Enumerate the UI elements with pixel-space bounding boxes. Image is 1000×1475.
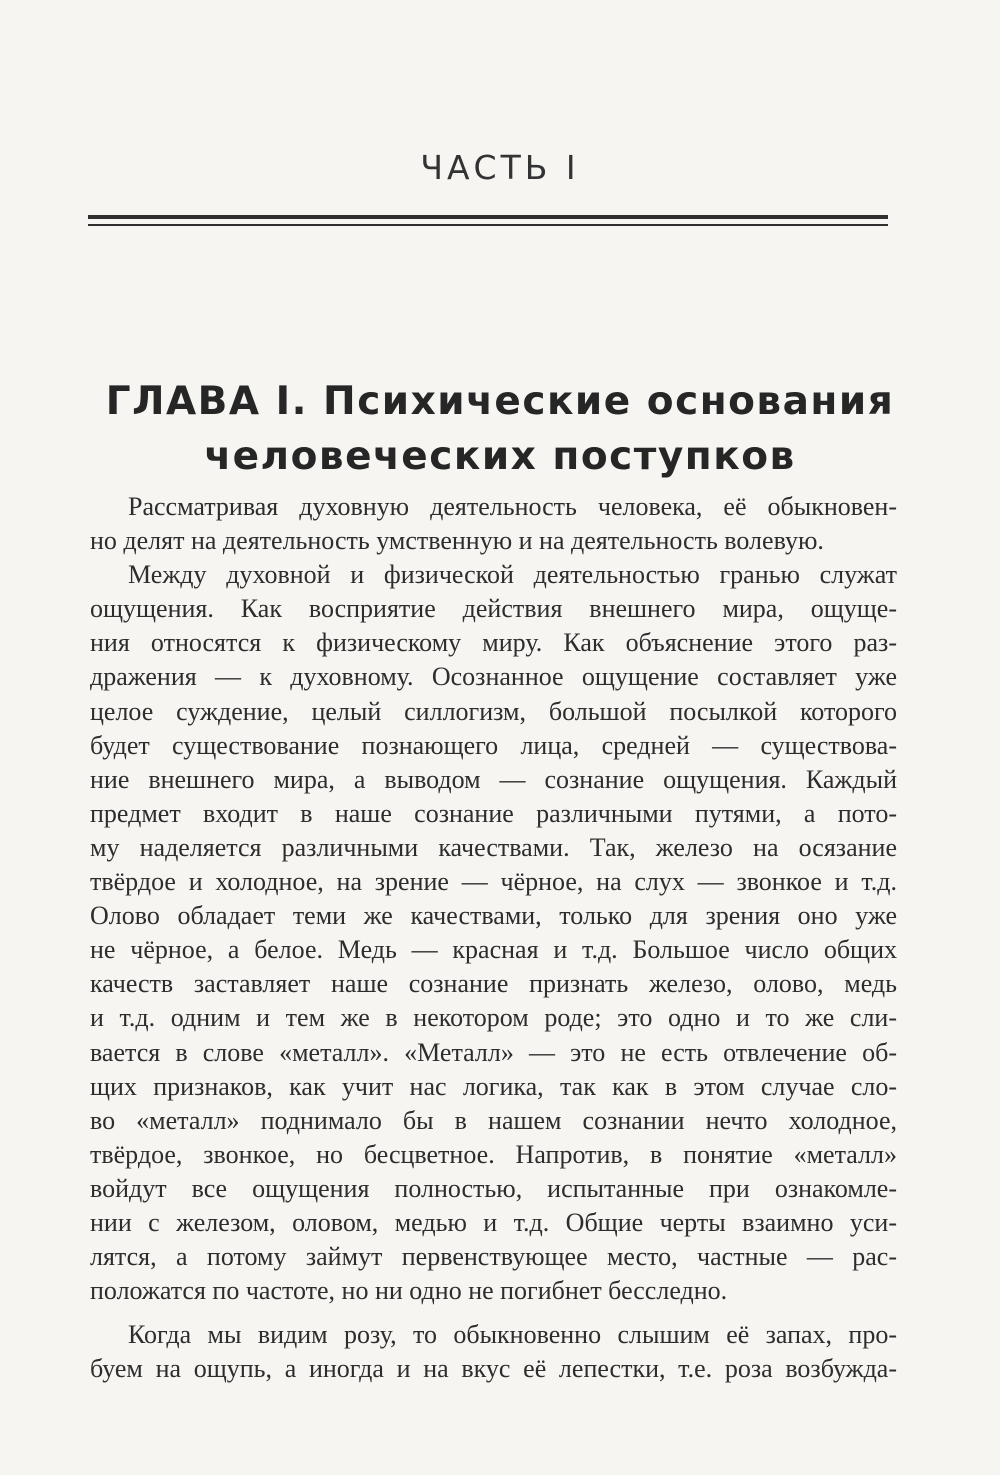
paragraph-1 bbox=[90, 490, 897, 558]
text-line: му наделяется различными качествами. Так, железо на осязание bbox=[90, 832, 897, 862]
paragraph-3 bbox=[90, 1318, 897, 1386]
text-line: положатся по частоте, но ни одно не погибнет бесследно. bbox=[90, 1276, 728, 1306]
chapter-heading bbox=[60, 374, 940, 484]
text-line: Рассматривая духовную деятельность человека, её обыкновен- bbox=[128, 492, 897, 521]
text-line: дражения — к духовному. Осознанное ощущение составляет уже bbox=[90, 662, 897, 692]
text-line: качеств заставляет наше сознание признать железо, олово, медь bbox=[90, 969, 897, 999]
text-line: Когда мы видим розу, то обыкновенно слышим её запах, про- bbox=[128, 1320, 897, 1350]
text-line: Олово обладает теми же качествами, только для зрения оно уже bbox=[90, 901, 897, 931]
text-line: предмет входит в наше сознание различными путями, а пото- bbox=[90, 798, 897, 828]
text-line: щих признаков, как учит нас логика, так как в этом случае сло- bbox=[90, 1071, 897, 1101]
text-line: но делят на деятельность умственную и на деятельность волевую. bbox=[90, 526, 824, 556]
text-line: ощущения. Как восприятие действия внешнего мира, ощуще- bbox=[90, 594, 897, 624]
heading-rule-thick bbox=[88, 215, 888, 219]
text-line: твёрдое, звонкое, но бесцветное. Напротив, в понятие «металл» bbox=[90, 1139, 897, 1169]
text-line: ние внешнего мира, а выводом — сознание ощущения. Каждый bbox=[90, 764, 897, 794]
text-line: твёрдое и холодное, на зрение — чёрное, на слух — звонкое и т.д. bbox=[90, 867, 897, 897]
text-line: будет существование познающего лица, средней — существова- bbox=[90, 730, 897, 760]
text-line: войдут все ощущения полностью, испытанные при ознакомле- bbox=[90, 1173, 897, 1203]
text-line: во «металл» поднимало бы в нашем сознании нечто холодное, bbox=[90, 1105, 897, 1135]
text-line: не чёрное, а белое. Медь — красная и т.д. Большое число общих bbox=[90, 935, 897, 965]
chapter-heading-line-2: человеческих поступков bbox=[204, 434, 796, 479]
text-line: буем на ощупь, а иногда и на вкус её лепестки, т.е. роза возбужда- bbox=[90, 1354, 897, 1384]
body-text bbox=[90, 490, 897, 1386]
paragraph-2 bbox=[90, 558, 897, 1308]
heading-rule-thin bbox=[88, 224, 888, 226]
text-line: ния относятся к физическому миру. Как объяснение этого раз- bbox=[90, 628, 897, 658]
text-line: Между духовной и физической деятельностью гранью служат bbox=[128, 560, 897, 590]
text-line: лятся, а потому займут первенствующее место, частные — рас- bbox=[90, 1242, 897, 1272]
text-line: нии с железом, оловом, медью и т.д. Общие черты взаимно уси- bbox=[90, 1207, 897, 1237]
text-line: и т.д. одним и тем же в некотором роде; это одно и то же сли- bbox=[90, 1003, 897, 1033]
chapter-heading-line-1: ГЛАВА I. Психические основания bbox=[105, 379, 895, 424]
text-line: вается в слове «металл». «Металл» — это не есть отвлечение об- bbox=[90, 1037, 897, 1067]
text-line: целое суждение, целый силлогизм, большой посылкой которого bbox=[90, 696, 897, 726]
part-heading: ЧАСТЬ I bbox=[420, 148, 580, 187]
